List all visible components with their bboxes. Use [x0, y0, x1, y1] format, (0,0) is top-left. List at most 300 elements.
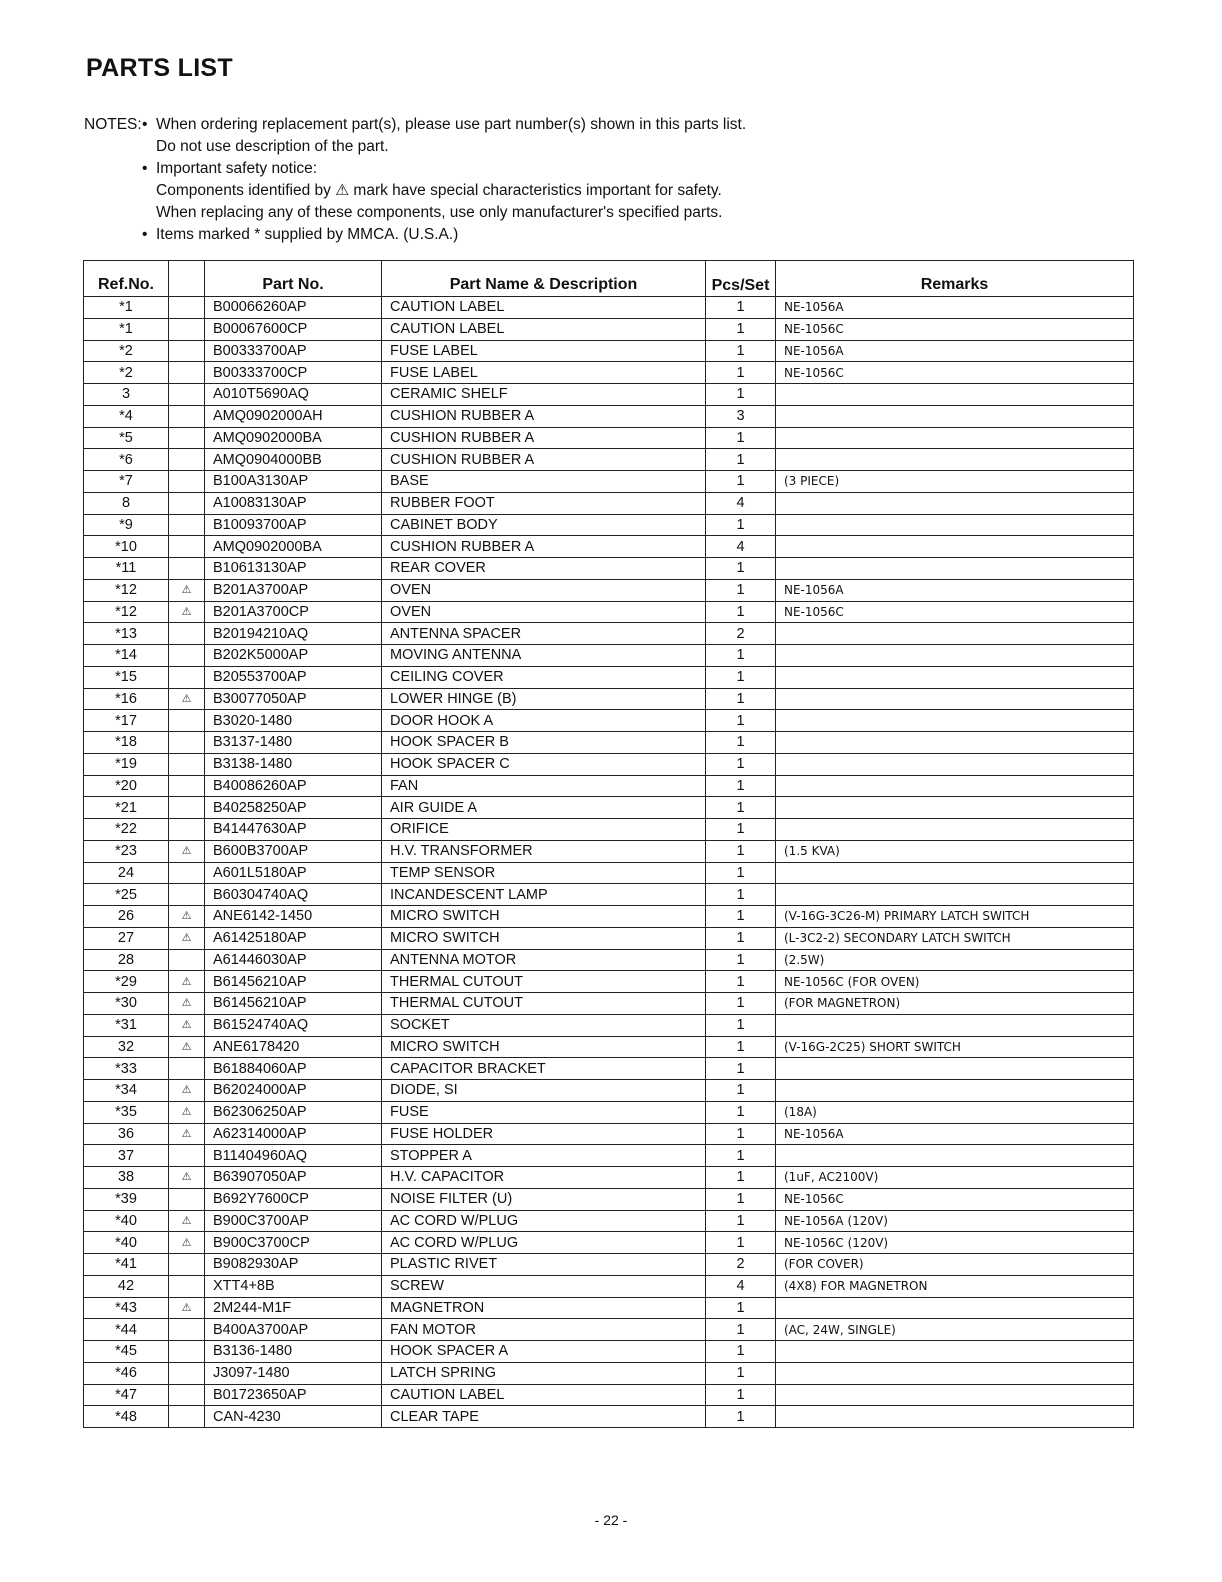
- table-row: [84, 362, 1134, 384]
- pcs-set-cell: 1: [706, 449, 776, 471]
- safety-mark-icon: [169, 710, 205, 732]
- remarks-cell: NE-1056C: [776, 318, 1134, 340]
- part-no-cell: B62306250AP: [205, 1101, 382, 1123]
- remarks-cell: (V-16G-3C26-M) PRIMARY LATCH SWITCH: [776, 906, 1134, 928]
- ref-no-cell: *9: [84, 514, 169, 536]
- safety-mark-icon: [169, 1341, 205, 1363]
- table-row: [84, 1058, 1134, 1080]
- note-line: Important safety notice:: [156, 160, 318, 177]
- remarks-cell: [776, 1384, 1134, 1406]
- description-cell: HOOK SPACER B: [382, 732, 706, 754]
- remarks-cell: [776, 666, 1134, 688]
- part-no-cell: A62314000AP: [205, 1123, 382, 1145]
- bullet-icon: •: [142, 226, 148, 243]
- pcs-set-cell: 1: [706, 840, 776, 862]
- part-no-cell: B00066260AP: [205, 297, 382, 319]
- description-cell: NOISE FILTER (U): [382, 1188, 706, 1210]
- description-cell: FUSE HOLDER: [382, 1123, 706, 1145]
- description-cell: FUSE LABEL: [382, 362, 706, 384]
- pcs-set-cell: 1: [706, 601, 776, 623]
- description-cell: LATCH SPRING: [382, 1362, 706, 1384]
- part-no-cell: B61524740AQ: [205, 1014, 382, 1036]
- ref-no-cell: *31: [84, 1014, 169, 1036]
- safety-mark-icon: [169, 1058, 205, 1080]
- description-cell: LOWER HINGE (B): [382, 688, 706, 710]
- description-cell: RUBBER FOOT: [382, 492, 706, 514]
- remarks-cell: NE-1056C: [776, 362, 1134, 384]
- ref-no-cell: *7: [84, 471, 169, 493]
- table-row: [84, 1210, 1134, 1232]
- part-no-cell: B00067600CP: [205, 318, 382, 340]
- ref-no-cell: *5: [84, 427, 169, 449]
- description-cell: H.V. TRANSFORMER: [382, 840, 706, 862]
- remarks-cell: [776, 797, 1134, 819]
- table-row: [84, 1014, 1134, 1036]
- pcs-set-cell: 1: [706, 971, 776, 993]
- part-no-cell: 2M244-M1F: [205, 1297, 382, 1319]
- part-no-cell: B40258250AP: [205, 797, 382, 819]
- pcs-set-cell: 1: [706, 1167, 776, 1189]
- description-cell: DIODE, SI: [382, 1080, 706, 1102]
- parts-table-body: [84, 297, 1134, 1428]
- remarks-cell: NE-1056C (120V): [776, 1232, 1134, 1254]
- part-no-cell: B62024000AP: [205, 1080, 382, 1102]
- table-row: [84, 318, 1134, 340]
- header-ref-no: Ref.No.: [84, 261, 169, 297]
- remarks-cell: (FOR MAGNETRON): [776, 993, 1134, 1015]
- part-no-cell: A61425180AP: [205, 927, 382, 949]
- part-no-cell: B01723650AP: [205, 1384, 382, 1406]
- pcs-set-cell: 4: [706, 536, 776, 558]
- pcs-set-cell: 1: [706, 362, 776, 384]
- description-cell: ANTENNA MOTOR: [382, 949, 706, 971]
- note-line: Do not use description of the part.: [156, 138, 389, 155]
- part-no-cell: B202K5000AP: [205, 645, 382, 667]
- description-cell: STOPPER A: [382, 1145, 706, 1167]
- note-line: Items marked * supplied by MMCA. (U.S.A.): [156, 226, 459, 243]
- pcs-set-cell: 1: [706, 753, 776, 775]
- note-line: Components identified by ⚠ mark have special characteristics important for safety.: [156, 182, 722, 199]
- remarks-cell: [776, 884, 1134, 906]
- safety-mark-icon: [169, 1275, 205, 1297]
- pcs-set-cell: 1: [706, 1297, 776, 1319]
- ref-no-cell: *1: [84, 318, 169, 340]
- pcs-set-cell: 1: [706, 1406, 776, 1428]
- description-cell: TEMP SENSOR: [382, 862, 706, 884]
- bullet-icon: •: [142, 116, 148, 133]
- safety-mark-icon: [169, 492, 205, 514]
- ref-no-cell: *2: [84, 340, 169, 362]
- remarks-cell: [776, 775, 1134, 797]
- remarks-cell: (1uF, AC2100V): [776, 1167, 1134, 1189]
- description-cell: CAPACITOR BRACKET: [382, 1058, 706, 1080]
- description-cell: MICRO SWITCH: [382, 906, 706, 928]
- remarks-cell: NE-1056C: [776, 601, 1134, 623]
- note-line: When replacing any of these components, use only manufacturer's specified parts.: [156, 204, 723, 221]
- table-row: [84, 1406, 1134, 1428]
- remarks-cell: [776, 1014, 1134, 1036]
- safety-mark-icon: [169, 449, 205, 471]
- ref-no-cell: *17: [84, 710, 169, 732]
- description-cell: THERMAL CUTOUT: [382, 993, 706, 1015]
- part-no-cell: ANE6178420: [205, 1036, 382, 1058]
- safety-mark-icon: [169, 1145, 205, 1167]
- ref-no-cell: *48: [84, 1406, 169, 1428]
- pcs-set-cell: 1: [706, 797, 776, 819]
- remarks-cell: [776, 732, 1134, 754]
- pcs-set-cell: 1: [706, 688, 776, 710]
- remarks-cell: [776, 384, 1134, 406]
- pcs-set-cell: 1: [706, 993, 776, 1015]
- pcs-set-cell: 4: [706, 492, 776, 514]
- table-row: [84, 688, 1134, 710]
- pcs-set-cell: 1: [706, 1210, 776, 1232]
- remarks-cell: NE-1056A (120V): [776, 1210, 1134, 1232]
- safety-mark-icon: [169, 318, 205, 340]
- part-no-cell: B30077050AP: [205, 688, 382, 710]
- description-cell: MICRO SWITCH: [382, 1036, 706, 1058]
- remarks-cell: (2.5W): [776, 949, 1134, 971]
- pcs-set-cell: 1: [706, 318, 776, 340]
- safety-mark-icon: ⚠: [169, 688, 205, 710]
- table-row: [84, 601, 1134, 623]
- pcs-set-cell: 1: [706, 297, 776, 319]
- remarks-cell: [776, 1362, 1134, 1384]
- remarks-cell: [776, 558, 1134, 580]
- ref-no-cell: *29: [84, 971, 169, 993]
- ref-no-cell: *34: [84, 1080, 169, 1102]
- part-no-cell: A010T5690AQ: [205, 384, 382, 406]
- table-row: [84, 949, 1134, 971]
- part-no-cell: B63907050AP: [205, 1167, 382, 1189]
- part-no-cell: B61884060AP: [205, 1058, 382, 1080]
- pcs-set-cell: 1: [706, 384, 776, 406]
- table-row: [84, 405, 1134, 427]
- pcs-set-cell: 1: [706, 1014, 776, 1036]
- part-no-cell: B3138-1480: [205, 753, 382, 775]
- safety-mark-icon: ⚠: [169, 906, 205, 928]
- ref-no-cell: *2: [84, 362, 169, 384]
- note-supplier: [142, 224, 1134, 246]
- ref-no-cell: *11: [84, 558, 169, 580]
- table-row: [84, 840, 1134, 862]
- remarks-cell: (18A): [776, 1101, 1134, 1123]
- safety-mark-icon: [169, 862, 205, 884]
- safety-mark-icon: [169, 1384, 205, 1406]
- remarks-cell: [776, 710, 1134, 732]
- pcs-set-cell: 1: [706, 1101, 776, 1123]
- description-cell: BASE: [382, 471, 706, 493]
- pcs-set-cell: 1: [706, 710, 776, 732]
- pcs-set-cell: 1: [706, 1145, 776, 1167]
- part-no-cell: B10613130AP: [205, 558, 382, 580]
- remarks-cell: NE-1056A: [776, 340, 1134, 362]
- description-cell: CAUTION LABEL: [382, 1384, 706, 1406]
- pcs-set-cell: 1: [706, 862, 776, 884]
- description-cell: SOCKET: [382, 1014, 706, 1036]
- remarks-cell: [776, 819, 1134, 841]
- pcs-set-cell: 1: [706, 1080, 776, 1102]
- ref-no-cell: *20: [84, 775, 169, 797]
- part-no-cell: AMQ0902000AH: [205, 405, 382, 427]
- ref-no-cell: *25: [84, 884, 169, 906]
- part-no-cell: ANE6142-1450: [205, 906, 382, 928]
- page-number: - 22 -: [594, 1512, 628, 1528]
- part-no-cell: A10083130AP: [205, 492, 382, 514]
- part-no-cell: AMQ0902000BA: [205, 427, 382, 449]
- remarks-cell: [776, 862, 1134, 884]
- notes-label: NOTES:: [84, 116, 142, 133]
- ref-no-cell: 3: [84, 384, 169, 406]
- safety-mark-icon: [169, 471, 205, 493]
- remarks-cell: [776, 492, 1134, 514]
- part-no-cell: B00333700CP: [205, 362, 382, 384]
- safety-mark-icon: ⚠: [169, 1036, 205, 1058]
- remarks-cell: [776, 449, 1134, 471]
- table-row: [84, 753, 1134, 775]
- ref-no-cell: 32: [84, 1036, 169, 1058]
- table-row: [84, 492, 1134, 514]
- notes-list: [84, 114, 1134, 246]
- safety-mark-icon: [169, 1406, 205, 1428]
- description-cell: FUSE: [382, 1101, 706, 1123]
- safety-mark-icon: ⚠: [169, 840, 205, 862]
- description-cell: FAN MOTOR: [382, 1319, 706, 1341]
- description-cell: CUSHION RUBBER A: [382, 405, 706, 427]
- safety-mark-icon: [169, 297, 205, 319]
- ref-no-cell: 28: [84, 949, 169, 971]
- ref-no-cell: 37: [84, 1145, 169, 1167]
- remarks-cell: (AC, 24W, SINGLE): [776, 1319, 1134, 1341]
- table-row: [84, 906, 1134, 928]
- safety-mark-icon: [169, 1362, 205, 1384]
- part-no-cell: B00333700AP: [205, 340, 382, 362]
- safety-mark-icon: [169, 362, 205, 384]
- ref-no-cell: *12: [84, 601, 169, 623]
- ref-no-cell: *22: [84, 819, 169, 841]
- safety-mark-icon: [169, 949, 205, 971]
- ref-no-cell: 24: [84, 862, 169, 884]
- part-no-cell: AMQ0904000BB: [205, 449, 382, 471]
- remarks-cell: [776, 405, 1134, 427]
- safety-mark-icon: [169, 1319, 205, 1341]
- pcs-set-cell: 1: [706, 579, 776, 601]
- table-row: [84, 862, 1134, 884]
- safety-mark-icon: ⚠: [169, 601, 205, 623]
- table-row: [84, 1080, 1134, 1102]
- ref-no-cell: *35: [84, 1101, 169, 1123]
- part-no-cell: B201A3700CP: [205, 601, 382, 623]
- safety-mark-icon: ⚠: [169, 1080, 205, 1102]
- table-row: [84, 797, 1134, 819]
- safety-mark-icon: ⚠: [169, 927, 205, 949]
- ref-no-cell: 26: [84, 906, 169, 928]
- ref-no-cell: 36: [84, 1123, 169, 1145]
- part-no-cell: J3097-1480: [205, 1362, 382, 1384]
- safety-mark-icon: [169, 819, 205, 841]
- remarks-cell: NE-1056A: [776, 1123, 1134, 1145]
- description-cell: SCREW: [382, 1275, 706, 1297]
- table-row: [84, 1036, 1134, 1058]
- table-row: [84, 993, 1134, 1015]
- remarks-cell: (L-3C2-2) SECONDARY LATCH SWITCH: [776, 927, 1134, 949]
- ref-no-cell: *40: [84, 1232, 169, 1254]
- note-line: When ordering replacement part(s), please use part number(s) shown in this parts list.: [156, 116, 747, 133]
- safety-mark-icon: [169, 666, 205, 688]
- part-no-cell: B20194210AQ: [205, 623, 382, 645]
- table-row: [84, 623, 1134, 645]
- parts-table: [83, 260, 1134, 1428]
- description-cell: OVEN: [382, 601, 706, 623]
- safety-mark-icon: [169, 797, 205, 819]
- ref-no-cell: *18: [84, 732, 169, 754]
- table-row: [84, 449, 1134, 471]
- part-no-cell: B600B3700AP: [205, 840, 382, 862]
- remarks-cell: (4X8) FOR MAGNETRON: [776, 1275, 1134, 1297]
- remarks-cell: NE-1056C (FOR OVEN): [776, 971, 1134, 993]
- description-cell: THERMAL CUTOUT: [382, 971, 706, 993]
- part-no-cell: B60304740AQ: [205, 884, 382, 906]
- safety-mark-icon: [169, 884, 205, 906]
- description-cell: H.V. CAPACITOR: [382, 1167, 706, 1189]
- safety-mark-icon: [169, 340, 205, 362]
- table-row: [84, 819, 1134, 841]
- table-row: [84, 732, 1134, 754]
- pcs-set-cell: 1: [706, 471, 776, 493]
- ref-no-cell: *39: [84, 1188, 169, 1210]
- safety-mark-icon: [169, 753, 205, 775]
- header-pcs-set: Pcs/Set: [706, 261, 776, 297]
- part-no-cell: B11404960AQ: [205, 1145, 382, 1167]
- ref-no-cell: *41: [84, 1254, 169, 1276]
- part-no-cell: B10093700AP: [205, 514, 382, 536]
- description-cell: REAR COVER: [382, 558, 706, 580]
- part-no-cell: CAN-4230: [205, 1406, 382, 1428]
- part-no-cell: B900C3700CP: [205, 1232, 382, 1254]
- part-no-cell: B61456210AP: [205, 971, 382, 993]
- description-cell: AC CORD W/PLUG: [382, 1210, 706, 1232]
- safety-mark-icon: [169, 558, 205, 580]
- safety-mark-icon: ⚠: [169, 1232, 205, 1254]
- pcs-set-cell: 1: [706, 558, 776, 580]
- pcs-set-cell: 3: [706, 405, 776, 427]
- table-header-row: [84, 261, 1134, 297]
- description-cell: ANTENNA SPACER: [382, 623, 706, 645]
- pcs-set-cell: 1: [706, 884, 776, 906]
- remarks-cell: [776, 645, 1134, 667]
- pcs-set-cell: 4: [706, 1275, 776, 1297]
- part-no-cell: B400A3700AP: [205, 1319, 382, 1341]
- description-cell: CAUTION LABEL: [382, 318, 706, 340]
- ref-no-cell: *21: [84, 797, 169, 819]
- remarks-cell: [776, 536, 1134, 558]
- table-row: [84, 1297, 1134, 1319]
- ref-no-cell: *30: [84, 993, 169, 1015]
- remarks-cell: [776, 753, 1134, 775]
- remarks-cell: (V-16G-2C25) SHORT SWITCH: [776, 1036, 1134, 1058]
- pcs-set-cell: 1: [706, 427, 776, 449]
- safety-mark-icon: [169, 405, 205, 427]
- safety-mark-icon: ⚠: [169, 1167, 205, 1189]
- description-cell: CUSHION RUBBER A: [382, 449, 706, 471]
- description-cell: FUSE LABEL: [382, 340, 706, 362]
- pcs-set-cell: 1: [706, 1123, 776, 1145]
- header-part-no: Part No.: [205, 261, 382, 297]
- ref-no-cell: 27: [84, 927, 169, 949]
- ref-no-cell: *46: [84, 1362, 169, 1384]
- pcs-set-cell: 1: [706, 1384, 776, 1406]
- part-no-cell: B9082930AP: [205, 1254, 382, 1276]
- header-remarks: Remarks: [776, 261, 1134, 297]
- ref-no-cell: *12: [84, 579, 169, 601]
- pcs-set-cell: 1: [706, 819, 776, 841]
- note-safety: [142, 158, 1134, 224]
- part-no-cell: B201A3700AP: [205, 579, 382, 601]
- safety-mark-icon: ⚠: [169, 1014, 205, 1036]
- remarks-cell: (3 PIECE): [776, 471, 1134, 493]
- safety-mark-icon: [169, 1188, 205, 1210]
- table-row: [84, 514, 1134, 536]
- remarks-cell: [776, 1406, 1134, 1428]
- pcs-set-cell: 1: [706, 340, 776, 362]
- ref-no-cell: *43: [84, 1297, 169, 1319]
- ref-no-cell: *10: [84, 536, 169, 558]
- bullet-icon: •: [142, 160, 148, 177]
- ref-no-cell: *19: [84, 753, 169, 775]
- remarks-cell: [776, 1341, 1134, 1363]
- safety-mark-icon: [169, 645, 205, 667]
- table-row: [84, 471, 1134, 493]
- ref-no-cell: *33: [84, 1058, 169, 1080]
- description-cell: MOVING ANTENNA: [382, 645, 706, 667]
- pcs-set-cell: 1: [706, 1341, 776, 1363]
- remarks-cell: [776, 623, 1134, 645]
- table-row: [84, 297, 1134, 319]
- pcs-set-cell: 1: [706, 1362, 776, 1384]
- table-row: [84, 1384, 1134, 1406]
- description-cell: DOOR HOOK A: [382, 710, 706, 732]
- table-row: [84, 645, 1134, 667]
- description-cell: CUSHION RUBBER A: [382, 536, 706, 558]
- ref-no-cell: *44: [84, 1319, 169, 1341]
- part-no-cell: XTT4+8B: [205, 1275, 382, 1297]
- pcs-set-cell: 1: [706, 645, 776, 667]
- table-row: [84, 340, 1134, 362]
- remarks-cell: [776, 1145, 1134, 1167]
- description-cell: PLASTIC RIVET: [382, 1254, 706, 1276]
- pcs-set-cell: 1: [706, 949, 776, 971]
- ref-no-cell: 8: [84, 492, 169, 514]
- remarks-cell: NE-1056A: [776, 297, 1134, 319]
- part-no-cell: AMQ0902000BA: [205, 536, 382, 558]
- description-cell: CUSHION RUBBER A: [382, 427, 706, 449]
- remarks-cell: NE-1056C: [776, 1188, 1134, 1210]
- ref-no-cell: *6: [84, 449, 169, 471]
- ref-no-cell: *1: [84, 297, 169, 319]
- ref-no-cell: *40: [84, 1210, 169, 1232]
- table-row: [84, 558, 1134, 580]
- notes-section: [84, 114, 1134, 246]
- header-safety-mark: [169, 261, 205, 297]
- description-cell: INCANDESCENT LAMP: [382, 884, 706, 906]
- table-row: [84, 927, 1134, 949]
- table-row: [84, 1167, 1134, 1189]
- description-cell: CAUTION LABEL: [382, 297, 706, 319]
- table-row: [84, 1188, 1134, 1210]
- safety-mark-icon: [169, 732, 205, 754]
- ref-no-cell: *4: [84, 405, 169, 427]
- table-row: [84, 710, 1134, 732]
